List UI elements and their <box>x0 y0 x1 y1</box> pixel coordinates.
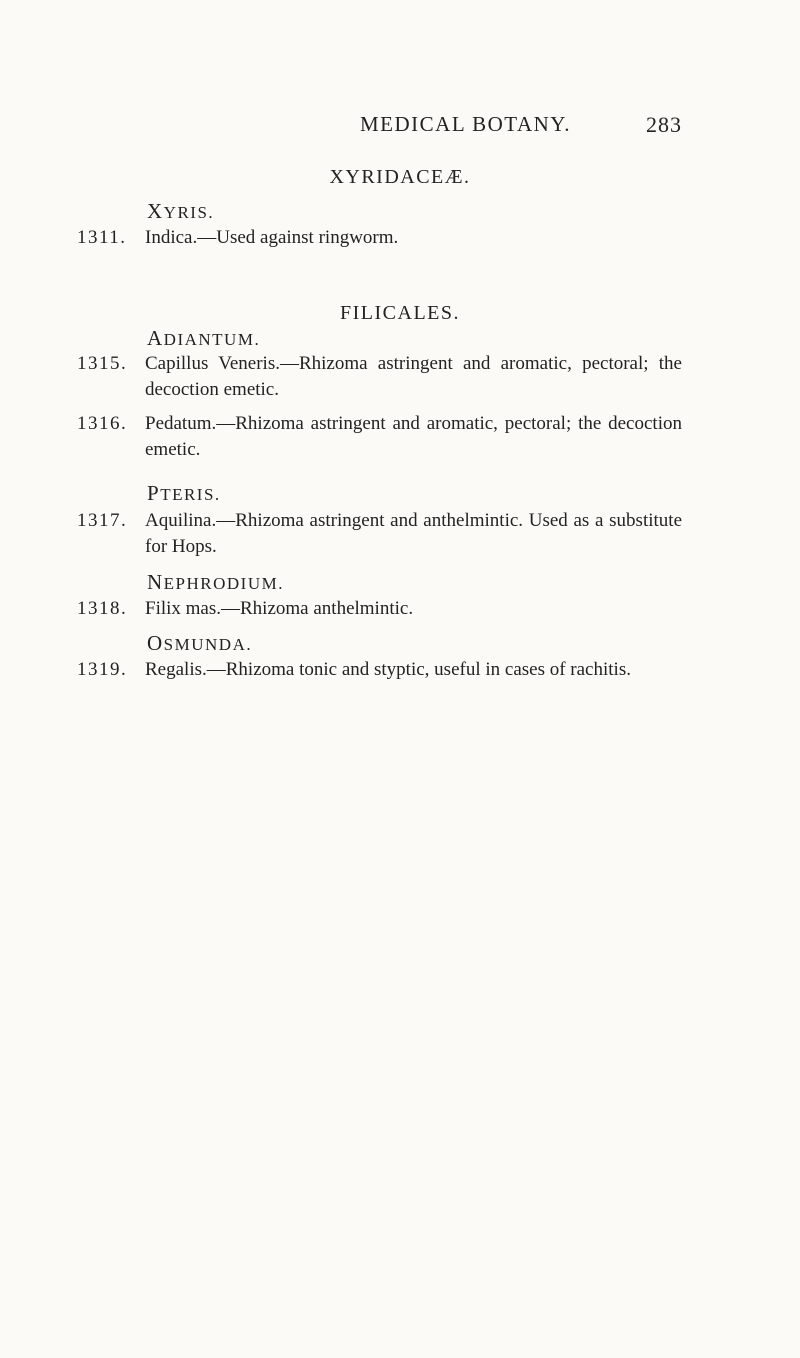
family-heading-xyridaceae: XYRIDACEÆ. <box>329 166 471 188</box>
entry-1315 <box>77 351 682 403</box>
entry-number: 1311. <box>77 227 127 248</box>
genus-initial: X <box>147 199 164 223</box>
genus-heading-nephrodium <box>147 570 284 595</box>
entry-text: Aquilina.—Rhizoma astringent and anthelmintic. Used as a substitute for Hops. <box>145 510 682 557</box>
entry-number: 1317. <box>77 510 128 531</box>
entry-1311 <box>77 225 682 251</box>
entry-number: 1315. <box>77 353 128 374</box>
entry-1317 <box>77 508 682 560</box>
entry-text: Indica.—Used against ringworm. <box>145 227 399 248</box>
genus-initial: A <box>147 326 164 350</box>
entry-text: Regalis.—Rhizoma tonic and styptic, useful in cases of rachitis. <box>145 659 631 680</box>
genus-name: YRIS. <box>163 203 215 222</box>
entry-number: 1319. <box>77 659 128 680</box>
entry-number: 1318. <box>77 598 128 619</box>
genus-heading-adiantum <box>147 326 260 351</box>
genus-initial: P <box>147 481 161 505</box>
entry-number: 1316. <box>77 413 128 434</box>
genus-name: DIANTUM. <box>163 330 261 349</box>
genus-heading-xyris <box>147 199 214 224</box>
genus-initial: O <box>147 631 164 655</box>
genus-name: EPHRODIUM. <box>163 574 284 593</box>
genus-name: SMUNDA. <box>163 635 253 654</box>
genus-name: TERIS. <box>160 485 221 504</box>
entry-text: Capillus Veneris.—Rhizoma astringent and aromatic, pectoral; the decoction emetic. <box>145 353 682 400</box>
entry-text: Pedatum.—Rhizoma astringent and aromatic, pectoral; the decoction emetic. <box>145 413 682 460</box>
family-heading-filicales: FILICALES. <box>340 302 460 324</box>
entry-text: Filix mas.—Rhizoma anthelmintic. <box>145 598 414 619</box>
running-head <box>0 112 800 142</box>
genus-heading-pteris <box>147 481 221 506</box>
running-title: MEDICAL BOTANY. <box>360 112 571 136</box>
entry-1316 <box>77 411 682 463</box>
entry-1318 <box>77 596 682 622</box>
page-number: 283 <box>646 112 682 137</box>
entry-1319 <box>77 657 682 683</box>
genus-initial: N <box>147 570 164 594</box>
genus-heading-osmunda <box>147 631 252 656</box>
